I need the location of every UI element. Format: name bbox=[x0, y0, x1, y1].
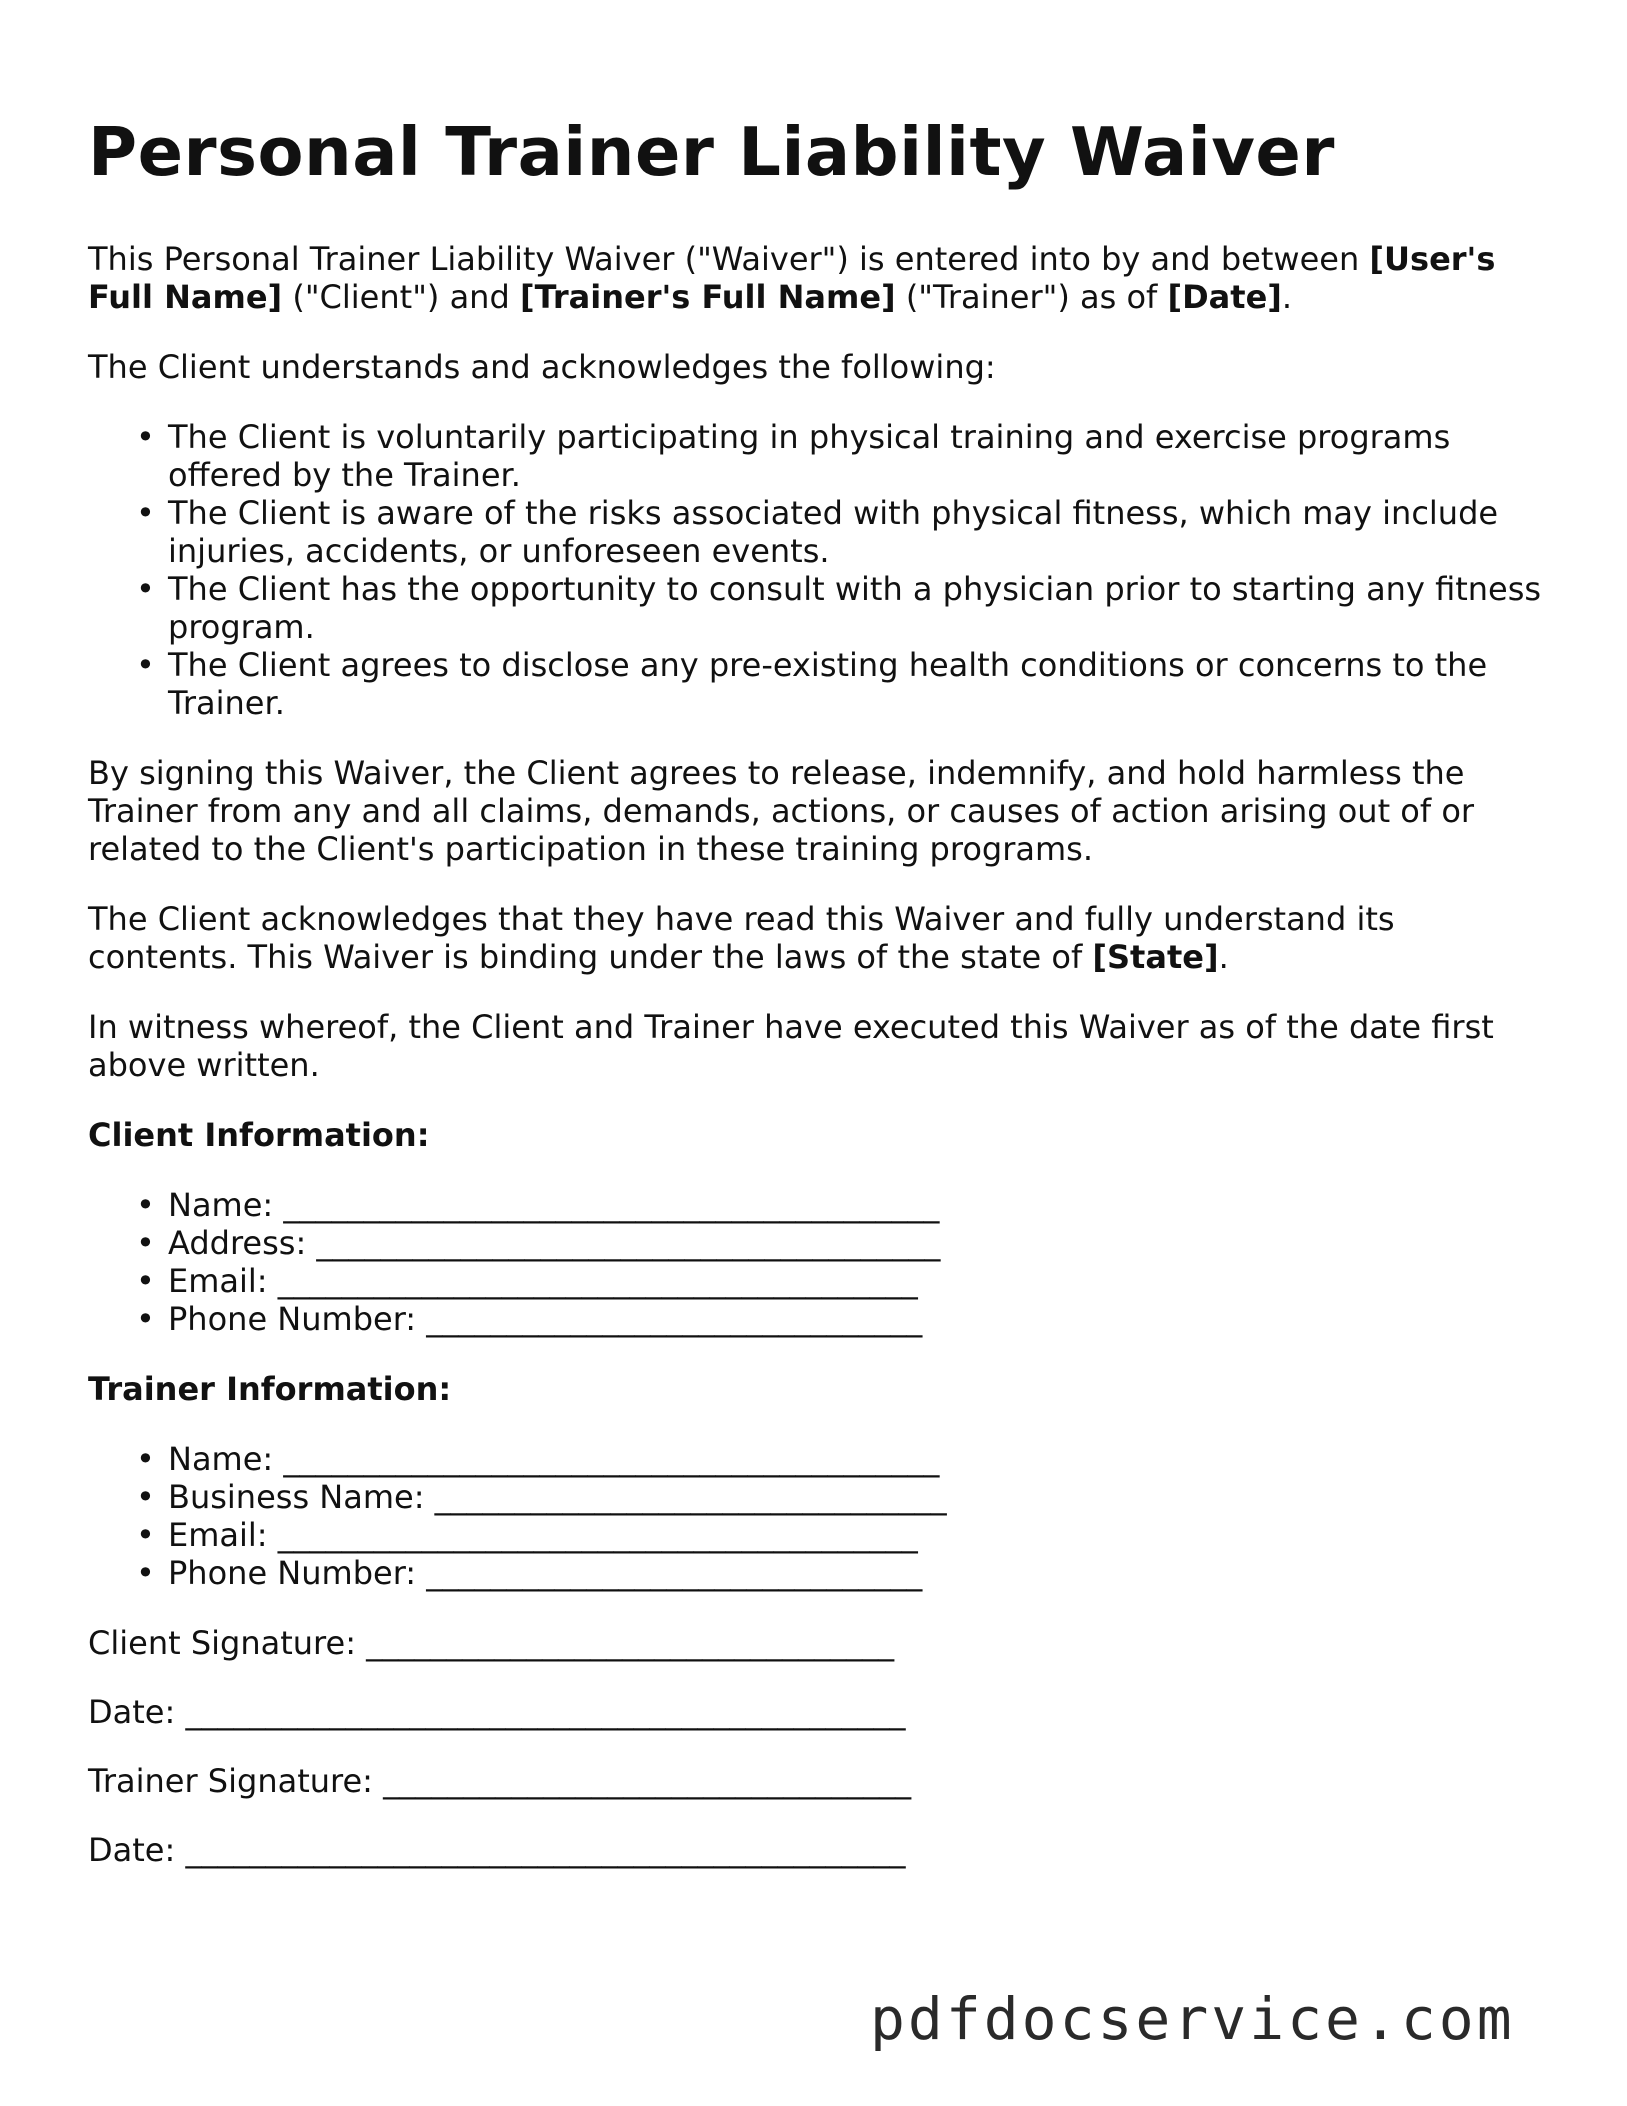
trainer-name-placeholder: [Trainer's Full Name] bbox=[519, 278, 896, 316]
binding-paragraph bbox=[88, 900, 1548, 976]
trainer-name-field[interactable] bbox=[168, 1440, 1548, 1478]
list-item: • The Client has the opportunity to consult with a physician prior to starting any fitness program. bbox=[168, 570, 1548, 646]
field-blank[interactable]: _________________________________________ bbox=[283, 1440, 940, 1478]
intro-text: This Personal Trainer Liability Waiver ("Waiver") is entered into by and between bbox=[88, 240, 1370, 278]
field-label: Phone Number: bbox=[168, 1554, 417, 1592]
field-label: Date: bbox=[88, 1831, 176, 1869]
list-item: • The Client agrees to disclose any pre-existing health conditions or concerns to the Trainer. bbox=[168, 646, 1548, 722]
field-blank[interactable]: _____________________________________________ bbox=[185, 1693, 906, 1731]
trainer-info-list bbox=[88, 1440, 1548, 1592]
user-name-placeholder: [User's Full Name] bbox=[88, 240, 1496, 316]
field-label: Date: bbox=[88, 1693, 176, 1731]
field-blank[interactable]: _____________________________________________ bbox=[185, 1831, 906, 1869]
field-label: Email: bbox=[168, 1262, 268, 1300]
client-phone-field[interactable] bbox=[168, 1300, 1548, 1338]
field-label: Address: bbox=[168, 1224, 307, 1262]
field-label: Phone Number: bbox=[168, 1300, 417, 1338]
trainer-phone-field[interactable] bbox=[168, 1554, 1548, 1592]
trainer-email-field[interactable] bbox=[168, 1516, 1548, 1554]
document-content bbox=[88, 108, 1548, 1900]
client-info-list bbox=[88, 1186, 1548, 1338]
client-signature-field[interactable] bbox=[88, 1624, 1548, 1662]
list-item: • The Client is aware of the risks associated with physical fitness, which may include injuries, accidents, or unforeseen events. bbox=[168, 494, 1548, 570]
client-info-heading: Client Information: bbox=[88, 1116, 430, 1154]
witness-paragraph: In witness whereof, the Client and Trainer have executed this Waiver as of the date first above written. bbox=[88, 1008, 1494, 1084]
list-item: • The Client is voluntarily participating in physical training and exercise programs offered by the Trainer. bbox=[168, 418, 1548, 494]
release-paragraph: By signing this Waiver, the Client agrees to release, indemnify, and hold harmless the Trainer from any and all claims, demands, actions, or causes of action arising out of or related to the Client's participation in these training programs. bbox=[88, 754, 1475, 868]
client-address-field[interactable] bbox=[168, 1224, 1548, 1262]
field-label: Name: bbox=[168, 1440, 274, 1478]
acknowledgement-list bbox=[88, 418, 1548, 722]
watermark: pdfdocservice.com bbox=[870, 1985, 1515, 2053]
acknowledge-heading: The Client understands and acknowledges the following: bbox=[88, 348, 996, 386]
date-placeholder: [Date] bbox=[1167, 278, 1282, 316]
field-blank[interactable]: ________________________________________ bbox=[277, 1262, 918, 1300]
client-name-field[interactable] bbox=[168, 1186, 1548, 1224]
binding-text: The Client acknowledges that they have read this Waiver and fully understand its contents. This Waiver is binding under the laws of the state of bbox=[88, 900, 1395, 976]
intro-text: . bbox=[1281, 278, 1293, 316]
state-placeholder: [State] bbox=[1092, 938, 1219, 976]
field-blank[interactable]: _________________________________ bbox=[366, 1624, 895, 1662]
client-date-field[interactable] bbox=[88, 1693, 1548, 1731]
field-label: Name: bbox=[168, 1186, 274, 1224]
trainer-signature-field[interactable] bbox=[88, 1762, 1548, 1800]
field-label: Client Signature: bbox=[88, 1624, 356, 1662]
client-email-field[interactable] bbox=[168, 1262, 1548, 1300]
trainer-info-heading: Trainer Information: bbox=[88, 1370, 452, 1408]
field-blank[interactable]: _________________________________ bbox=[383, 1762, 912, 1800]
field-label: Trainer Signature: bbox=[88, 1762, 373, 1800]
intro-text: ("Client") and bbox=[282, 278, 520, 316]
document-title: Personal Trainer Liability Waiver bbox=[88, 113, 1335, 191]
field-label: Email: bbox=[168, 1516, 268, 1554]
intro-paragraph bbox=[88, 240, 1548, 316]
field-label: Business Name: bbox=[168, 1478, 425, 1516]
binding-text: . bbox=[1218, 938, 1229, 976]
field-blank[interactable]: _______________________________ bbox=[426, 1554, 923, 1592]
field-blank[interactable]: ________________________________ bbox=[434, 1478, 947, 1516]
field-blank[interactable]: _______________________________________ bbox=[316, 1224, 941, 1262]
intro-text: ("Trainer") as of bbox=[895, 278, 1168, 316]
field-blank[interactable]: ________________________________________ bbox=[277, 1516, 918, 1554]
field-blank[interactable]: _______________________________ bbox=[426, 1300, 923, 1338]
trainer-business-name-field[interactable] bbox=[168, 1478, 1548, 1516]
trainer-date-field[interactable] bbox=[88, 1831, 1548, 1869]
field-blank[interactable]: _________________________________________ bbox=[283, 1186, 940, 1224]
